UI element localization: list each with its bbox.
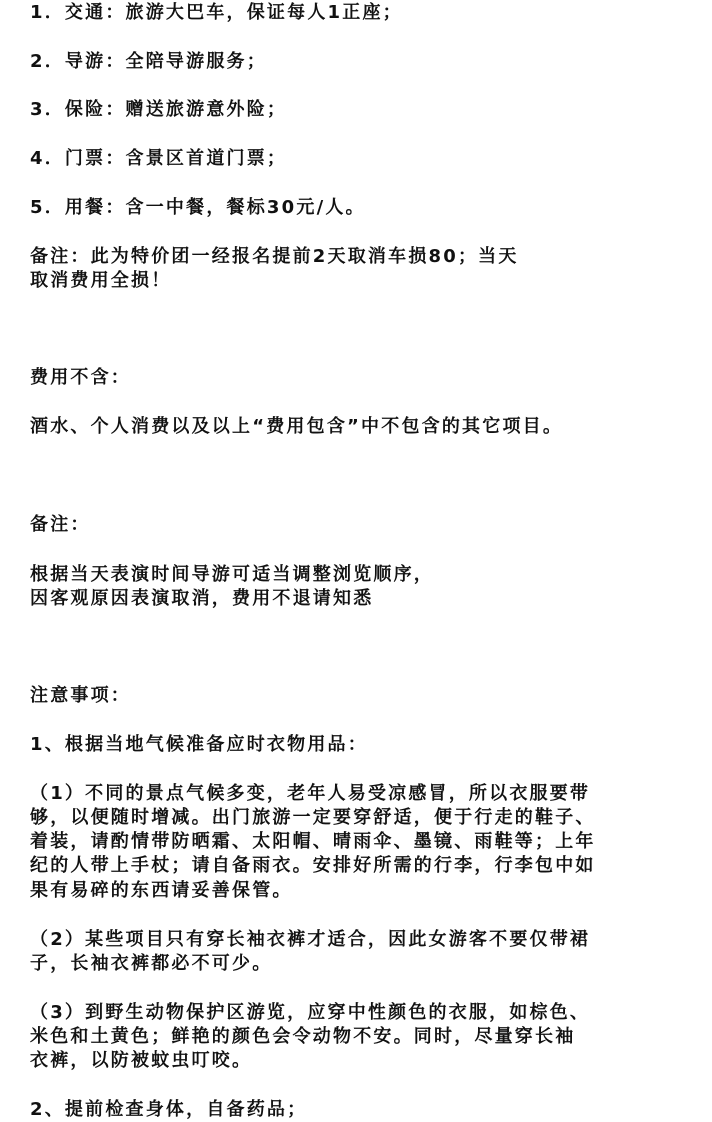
included-note-line: 备注：此为特价团一经报名提前2天取消车损80；当天 bbox=[30, 246, 519, 267]
notice-paragraph-line: （3）到野生动物保护区游览，应穿中性颜色的衣服，如棕色、 bbox=[30, 1002, 591, 1023]
notice-paragraph-line: （1）不同的景点气候多变，老年人易受凉感冒，所以衣服要带 bbox=[30, 783, 591, 804]
notices-heading: 注意事项： bbox=[30, 685, 131, 706]
notice-paragraph-line: 子，长袖衣裤都必不可少。 bbox=[30, 953, 273, 974]
excluded-text: 酒水、个人消费以及以上“费用包含”中不包含的其它项目。 bbox=[30, 416, 564, 437]
notice-paragraph-line: 够，以便随时增减。出门旅游一定要穿舒适，便于行走的鞋子、 bbox=[30, 807, 596, 828]
notice-paragraph-line: 衣裤，以防被蚊虫叮咬。 bbox=[30, 1050, 253, 1071]
notice-item-1-title: 1、根据当地气候准备应时衣物用品： bbox=[30, 734, 368, 755]
notice-item-2-title: 2、提前检查身体，自备药品； bbox=[30, 1099, 308, 1120]
included-item-transport: 1．交通：旅游大巴车，保证每人1正座； bbox=[30, 2, 403, 23]
notice-paragraph-line: 米色和土黄色；鲜艳的颜色会令动物不安。同时，尽量穿长袖 bbox=[30, 1026, 576, 1047]
included-item-guide: 2．导游：全陪导游服务； bbox=[30, 51, 267, 72]
remarks-line: 因客观原因表演取消，费用不退请知悉 bbox=[30, 588, 374, 609]
remarks-heading: 备注： bbox=[30, 514, 91, 535]
notice-paragraph-line: （2）某些项目只有穿长袖衣裤才适合，因此女游客不要仅带裙 bbox=[30, 929, 591, 950]
included-item-insurance: 3．保险：赠送旅游意外险； bbox=[30, 99, 288, 120]
excluded-heading: 费用不含： bbox=[30, 367, 131, 388]
included-item-meals: 5．用餐：含一中餐，餐标30元/人。 bbox=[30, 197, 366, 218]
notice-paragraph-line: 果有易碎的东西请妥善保管。 bbox=[30, 880, 293, 901]
included-item-tickets: 4．门票：含景区首道门票； bbox=[30, 148, 288, 169]
notice-paragraph-line: 纪的人带上手杖；请自备雨衣。安排好所需的行李，行李包中如 bbox=[30, 855, 596, 876]
notice-paragraph-line: 着装，请酌情带防晒霜、太阳帽、晴雨伞、墨镜、雨鞋等；上年 bbox=[30, 831, 596, 852]
included-note-line: 取消费用全损！ bbox=[30, 270, 172, 291]
remarks-line: 根据当天表演时间导游可适当调整浏览顺序， bbox=[30, 564, 434, 585]
